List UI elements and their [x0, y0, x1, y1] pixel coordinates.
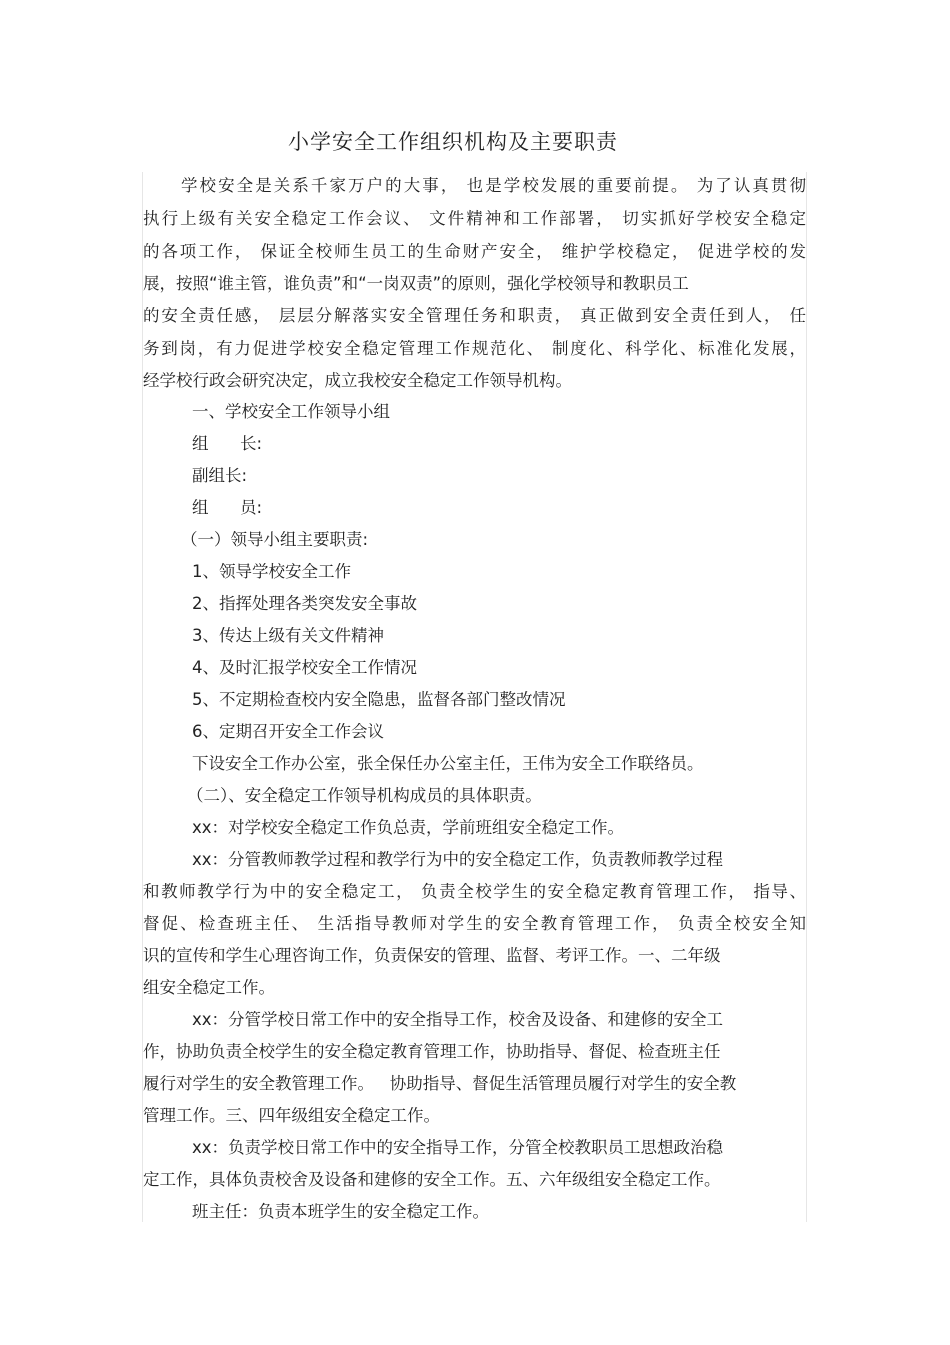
paragraph-line: xx：对学校安全稳定工作负总责，学前班组安全稳定工作。	[192, 818, 625, 837]
paragraph-line: 学校安全是关系千家万户的大事， 也是学校发展的重要前提。 为了认真贯彻	[181, 176, 806, 195]
section-heading: 一、学校安全工作领导小组	[192, 402, 390, 421]
paragraph-line: 下设安全工作办公室，张全保任办公室主任，王伟为安全工作联络员。	[192, 754, 704, 773]
paragraph-line: 组安全稳定工作。	[143, 978, 275, 997]
paragraph-line: 履行对学生的安全教管理工作。 协助指导、督促生活管理员履行对学生的安全教	[143, 1074, 737, 1093]
list-item: 6、定期召开安全工作会议	[192, 722, 384, 741]
paragraph-line: 管理工作。三、四年级组安全稳定工作。	[143, 1106, 440, 1125]
paragraph-line: xx：负责学校日常工作中的安全指导工作，分管全校教职员工思想政治稳	[192, 1138, 724, 1157]
role-label: 组 长:	[192, 434, 263, 453]
paragraph-line: 的安全责任感， 层层分解落实安全管理任务和职责， 真正做到安全责任到人， 任	[143, 306, 806, 325]
document-title: 小学安全工作组织机构及主要职责	[288, 130, 618, 154]
paragraph-line: 督促、检查班主任、 生活指导教师对学生的安全教育管理工作， 负责全校安全知	[143, 914, 806, 933]
subsection-heading: （二）、安全稳定工作领导机构成员的具体职责。	[187, 786, 542, 805]
role-label: 副组长:	[192, 466, 248, 485]
list-item: 2、指挥处理各类突发安全事故	[192, 594, 417, 613]
list-item: 3、传达上级有关文件精神	[192, 626, 384, 645]
paragraph-line: 识的宣传和学生心理咨询工作，负责保安的管理、监督、考评工作。一、二年级	[143, 946, 721, 965]
text-frame-right-border	[806, 172, 807, 1222]
subsection-heading: （一）领导小组主要职责:	[181, 530, 369, 549]
list-item: 4、及时汇报学校安全工作情况	[192, 658, 417, 677]
paragraph-line: 定工作，具体负责校舍及设备和建修的安全工作。五、六年级组安全稳定工作。	[143, 1170, 721, 1189]
paragraph-line: 作，协助负责全校学生的安全稳定教育管理工作，协助指导、督促、检查班主任	[143, 1042, 721, 1061]
paragraph-line: 和教师教学行为中的安全稳定工， 负责全校学生的安全稳定教育管理工作， 指导、	[143, 882, 806, 901]
list-item: 1、领导学校安全工作	[192, 562, 351, 581]
paragraph-line: 班主任：负责本班学生的安全稳定工作。	[192, 1202, 489, 1221]
list-item: 5、不定期检查校内安全隐患，监督各部门整改情况	[192, 690, 566, 709]
paragraph-line: 务到岗，有力促进学校安全稳定管理工作规范化、 制度化、科学化、标准化发展，	[143, 339, 806, 358]
text-frame-left-border	[142, 172, 143, 1222]
paragraph-line: 执行上级有关安全稳定工作会议、 文件精神和工作部署， 切实抓好学校安全稳定	[143, 209, 806, 228]
paragraph-line: xx：分管教师教学过程和教学行为中的安全稳定工作，负责教师教学过程	[192, 850, 724, 869]
paragraph-line: 的各项工作， 保证全校师生员工的生命财产安全， 维护学校稳定， 促进学校的发	[143, 242, 806, 261]
paragraph-line: xx：分管学校日常工作中的安全指导工作，校舍及设备、和建修的安全工	[192, 1010, 724, 1029]
paragraph-line: 展，按照“谁主管，谁负责”和“一岗双责”的原则，强化学校领导和教职员工	[143, 274, 689, 293]
paragraph-line: 经学校行政会研究决定，成立我校安全稳定工作领导机构。	[143, 371, 572, 390]
role-label: 组 员:	[192, 498, 263, 517]
